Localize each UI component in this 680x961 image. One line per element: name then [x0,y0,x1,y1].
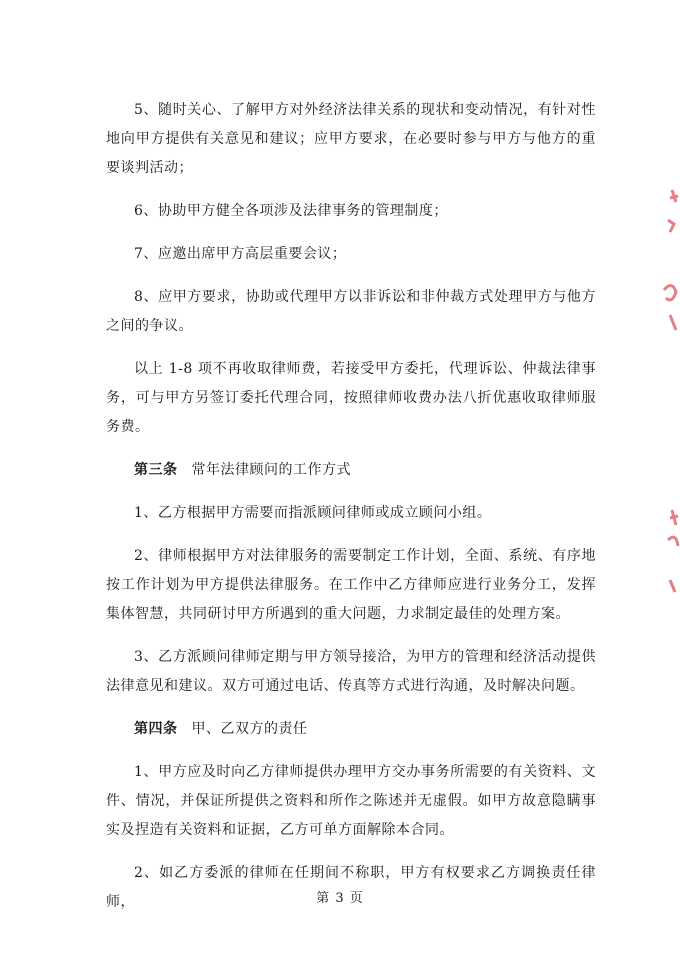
paragraph-item-5: 5、随时关心、了解甲方对外经济法律关系的现状和变动情况，有针对性地向甲方提供有关意见和建议；应甲方要求，在必要时参与甲方与他方的重要谈判活动； [106,102,596,176]
article-3-heading [106,456,596,485]
paragraph-item-8: 8、应甲方要求，协助或代理甲方以非诉讼和非仲裁方式处理甲方与他方之间的争议。 [106,289,596,334]
article-3-paragraph: 1、乙方根据甲方需要而指派顾问律师或成立顾问小组。 [134,505,492,521]
article-4-number: 第四条 [134,721,178,737]
article-3-number: 第三条 [134,462,178,478]
page-number: 第 3 页 [316,891,364,906]
document-body [106,96,596,931]
seal-edge-stamp [650,180,680,620]
paragraph-item-6: 6、协助甲方健全各项涉及法律事务的管理制度； [134,203,448,219]
article-3-paragraph: 2、律师根据甲方对法律服务的需要制定工作计划，全面、系统、有序地按工作计划为甲方提供法律服务。在工作中乙方律师应进行业务分工，发挥集体智慧，共同研讨甲方所遇到的重大问题，力求制定最佳的处理方案。 [106,548,596,622]
article-4-title: 甲、乙双方的责任 [191,721,308,737]
paragraph-item-7: 7、应邀出席甲方高层重要会议； [134,246,347,262]
article-3-paragraph: 3、乙方派顾问律师定期与甲方领导接洽，为甲方的管理和经济活动提供法律意见和建议。双方可通过电话、传真等方式进行沟通，及时解决问题。 [106,649,596,694]
article-4-paragraph: 2、如乙方委派的律师在任期间不称职，甲方有权要求乙方调换责任律师， [106,865,596,910]
article-3-title: 常年法律顾问的工作方式 [191,462,351,478]
paragraph-fee-note: 以上 1-8 项不再收取律师费，若接受甲方委托，代理诉讼、仲裁法律事务，可与甲方另签订委托代理合同，按照律师收费办法八折优惠收取律师服务费。 [106,361,596,435]
article-4-paragraph: 1、甲方应及时向乙方律师提供办理甲方交办事务所需要的有关资料、文件、情况，并保证所提供之资料和所作之陈述并无虚假。如甲方故意隐瞒事实及捏造有关资料和证据，乙方可单方面解除本合同。 [106,764,596,838]
article-4-heading [106,715,596,744]
